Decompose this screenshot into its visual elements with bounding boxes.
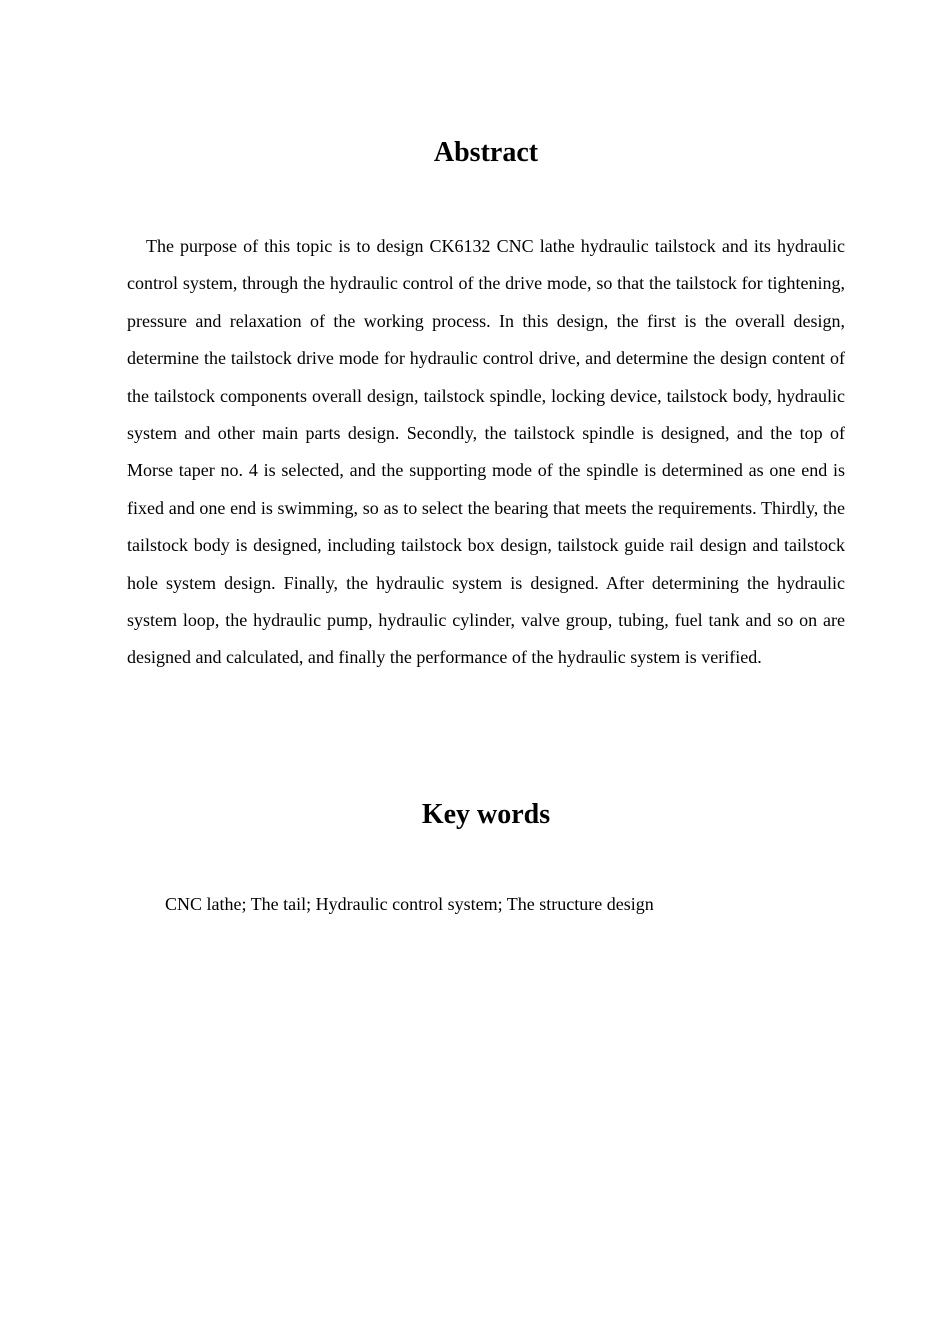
keywords-heading: Key words	[421, 799, 551, 830]
keywords-list: CNC lathe; The tail; Hydraulic control system; The structure design	[165, 894, 654, 914]
abstract-paragraph: The purpose of this topic is to design CK6132 CNC lathe hydraulic tailstock and its hydraulic control system, through the hydraulic control of the drive mode, so that the tailstock for tightening, pressure and relaxation of the working process. In this design, the first is the overall design, determine the tailstock drive mode for hydraulic control drive, and determine the design content of the tailstock components overall design, tailstock spindle, locking device, tailstock body, hydraulic system and other main parts design. Secondly, the tailstock spindle is designed, and the top of Morse taper no. 4 is selected, and the supporting mode of the spindle is determined as one end is fixed and one end is swimming, so as to select the bearing that meets the requirements. Thirdly, the tailstock body is designed, including tailstock box design, tailstock guide rail design and tailstock hole system design. Finally, the hydraulic system is designed. After determining the hydraulic system loop, the hydraulic pump, hydraulic cylinder, valve group, tubing, fuel tank and so on are designed and calculated, and finally the performance of the hydraulic system is verified.	[127, 236, 845, 668]
abstract-heading: Abstract	[433, 137, 539, 168]
